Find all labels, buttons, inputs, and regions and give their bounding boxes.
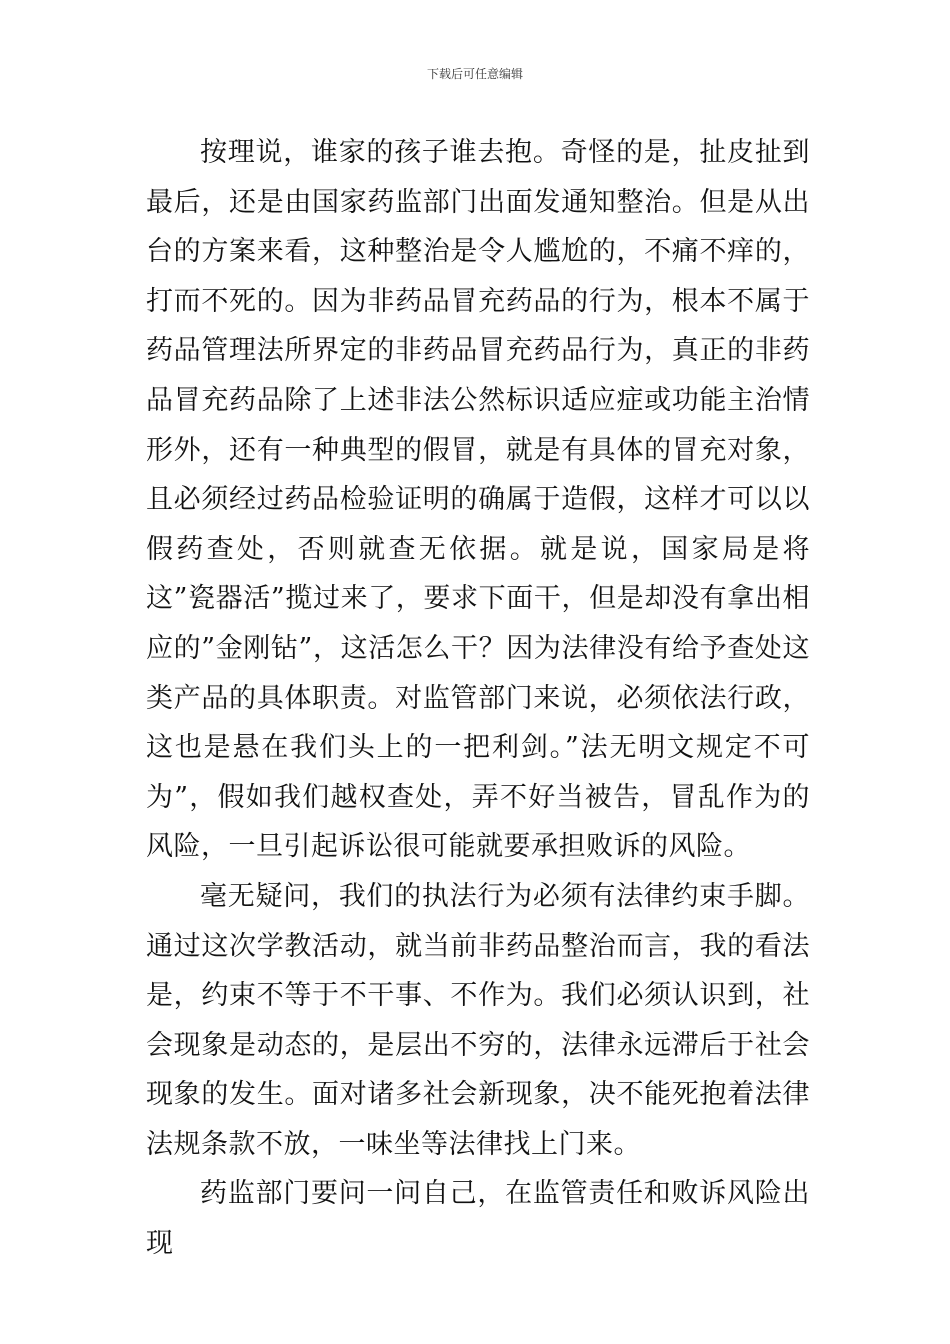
paragraph-3: 药监部门要问一问自己，在监管责任和败诉风险出现 [146, 1178, 810, 1260]
document-body [146, 128, 810, 1269]
paragraph-1: 按理说，谁家的孩子谁去抱。奇怪的是，扯皮扯到最后，还是由国家药监部门出面发通知整治。但是从出台的方案来看，这种整治是令人尴尬的，不痛不痒的，打而不死的。因为非药品冒充药品的行为，根本不属于药品管理法所界定的非药品冒充药品行为，真正的非药品冒充药品除了上述非法公然标识适应症或功能主治情形外，还有一种典型的假冒，就是有具体的冒充对象，且必须经过药品检验证明的确属于造假，这样才可以以假药查处，否则就查无依据。就是说，国家局是将这”瓷器活”揽过来了，要求下面干，但是却没有拿出相应的”金刚钻”，这活怎么干？因为法律没有给予查处这类产品的具体职责。对监管部门来说，必须依法行政，这也是悬在我们头上的一把利剑。”法无明文规定不可为”，假如我们越权查处，弄不好当被告，冒乱作为的风险，一旦引起诉讼很可能就要承担败诉的风险。 [146, 137, 810, 863]
header-note: 下载后可任意编辑 [426, 67, 523, 81]
paragraph-2: 毫无疑问，我们的执法行为必须有法律约束手脚。通过这次学教活动，就当前非药品整治而言，我的看法是，约束不等于不干事、不作为。我们必须认识到，社会现象是动态的，是层出不穷的，法律永远滞后于社会现象的发生。面对诸多社会新现象，决不能死抱着法律法规条款不放，一味坐等法律找上门来。 [146, 880, 810, 1160]
